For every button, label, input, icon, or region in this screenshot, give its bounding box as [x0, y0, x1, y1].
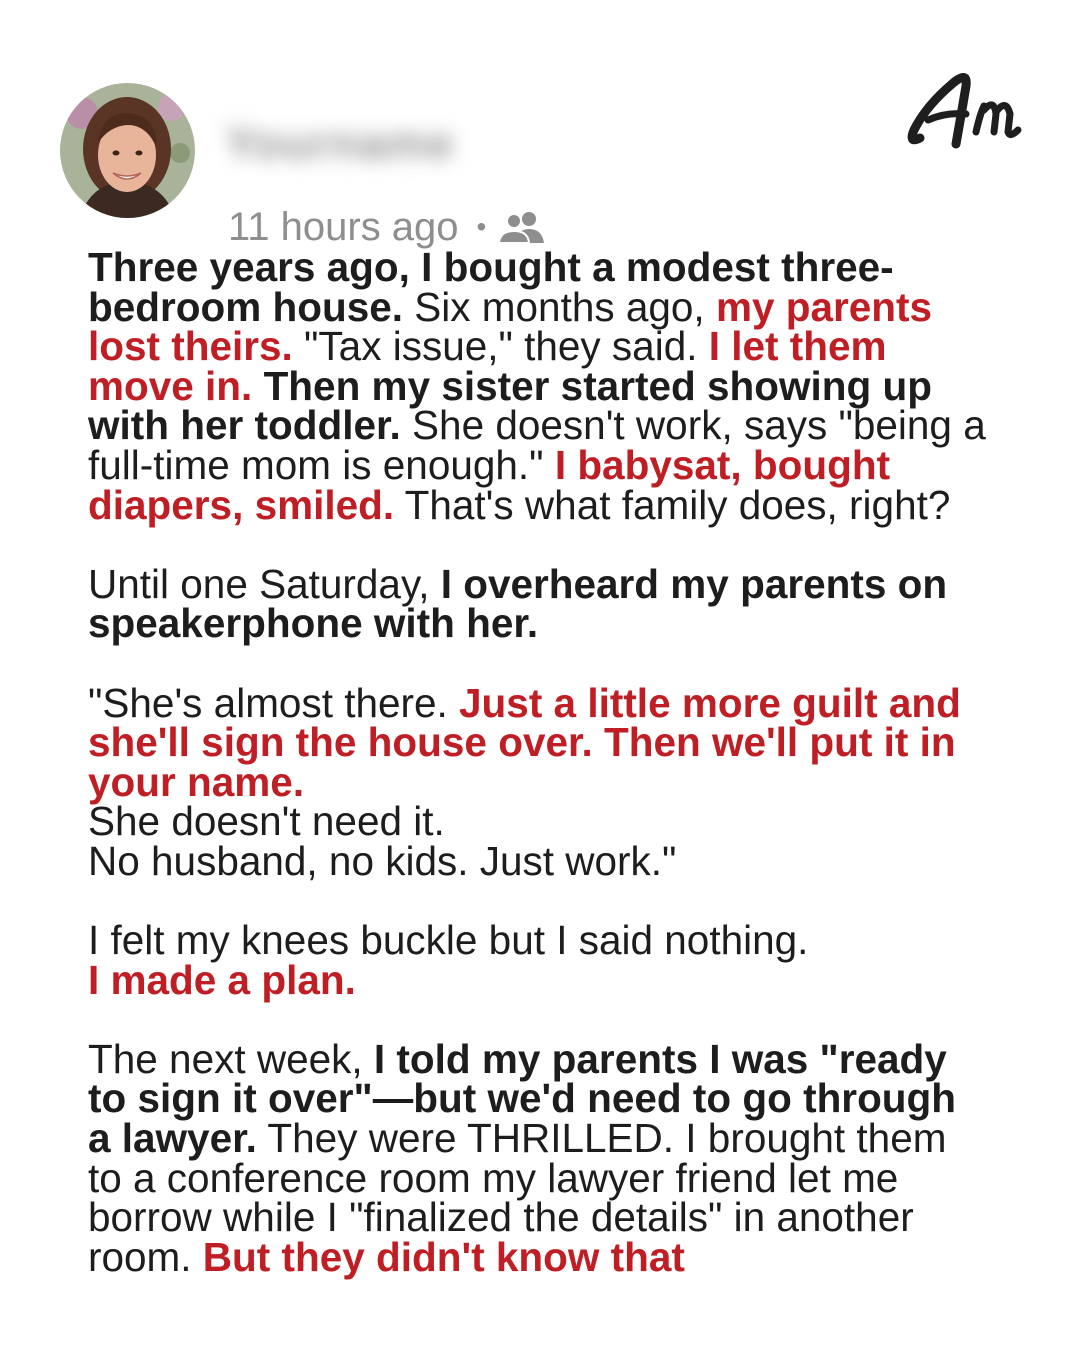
story-text: Until one Saturday, — [88, 560, 441, 607]
story-paragraph — [88, 1035, 988, 1280]
author-name[interactable]: Yourname — [225, 117, 455, 169]
friends-icon[interactable] — [498, 209, 546, 245]
story-text: She doesn't need it. — [88, 798, 445, 845]
story-text: They were THRILLED. I brought them to a conference room my lawyer friend let me borrow while I "finalized the details" in another room. — [88, 1115, 947, 1280]
story-highlight: But they didn't know that — [202, 1233, 685, 1280]
story-paragraph — [88, 917, 988, 1003]
story-text: The next week, — [88, 1035, 374, 1082]
story-text: Then my sister started showing up with her toddler. — [88, 362, 932, 449]
profile-avatar[interactable] — [60, 83, 195, 218]
avatar-photo — [60, 83, 195, 218]
story-paragraph — [88, 560, 988, 647]
story-text: No husband, no kids. Just work." — [88, 837, 677, 884]
story-text: That's what family does, right? — [394, 481, 951, 528]
story-highlight: I let them move in. — [88, 323, 887, 409]
story-text: I told my parents I was "ready to sign it over"—but we'd need to go through a lawyer. — [88, 1035, 957, 1162]
story-text: I overheard my parents on speakerphone with her. — [88, 560, 948, 647]
story-text: Six months ago, — [403, 283, 716, 330]
story-text: "Tax issue," they said. — [292, 323, 709, 370]
story-text: She doesn't work, says "being a full-time mom is enough." — [88, 402, 986, 488]
story-highlight: my parents lost theirs. — [88, 283, 933, 370]
post-timestamp[interactable]: 11 hours ago — [228, 204, 459, 249]
story-highlight: I babysat, bought diapers, smiled. — [88, 441, 891, 528]
story-highlight: I made a plan. — [88, 956, 356, 1003]
story-text: Three years ago, I bought a modest three-bedroom house. — [88, 244, 894, 330]
meta-separator: • — [476, 211, 487, 242]
post-body — [88, 244, 988, 1317]
am-logo-icon — [906, 58, 1036, 156]
story-highlight: Just a little more guilt and she'll sign the house over. Then we'll put it in your name. — [88, 679, 961, 805]
story-text: "She's almost there. — [88, 679, 460, 726]
story-text: I felt my knees buckle but I said nothing. — [88, 917, 809, 964]
story-paragraph — [88, 244, 988, 528]
brand-logo[interactable] — [906, 58, 1036, 156]
story-paragraph — [88, 679, 988, 884]
